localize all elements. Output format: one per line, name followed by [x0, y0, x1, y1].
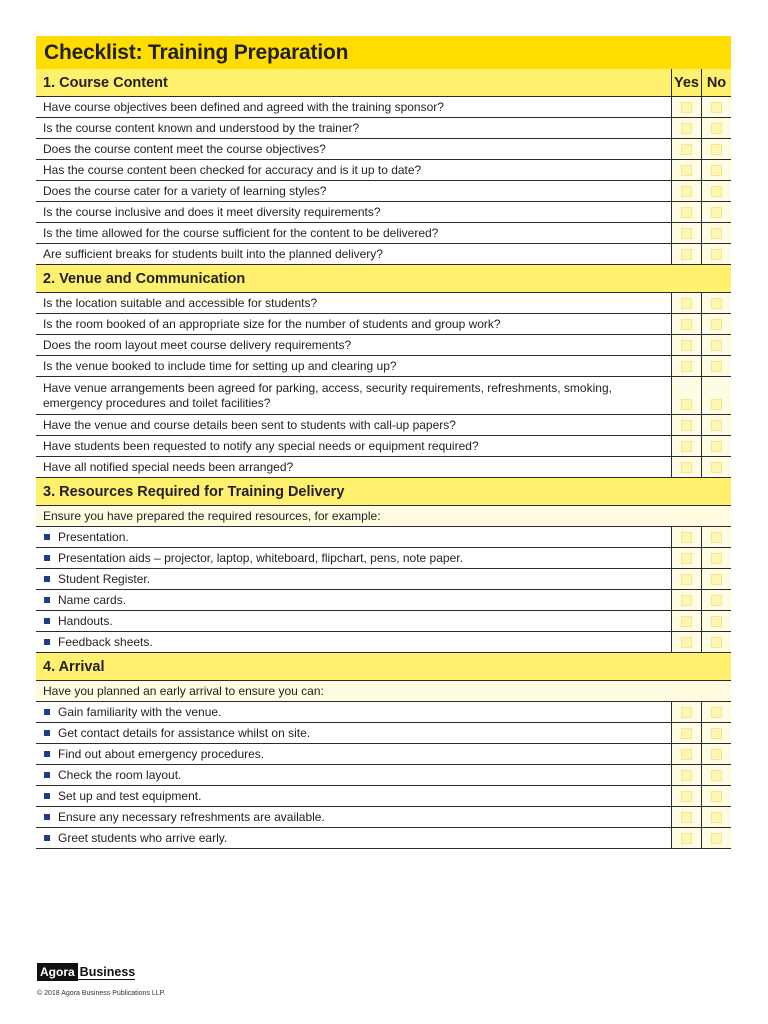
yes-cell [671, 744, 701, 764]
yes-checkbox[interactable] [681, 553, 692, 564]
yes-cell [671, 160, 701, 180]
no-cell [701, 527, 731, 547]
no-checkbox[interactable] [711, 298, 722, 309]
section-header [36, 69, 731, 97]
checklist-row [36, 160, 731, 181]
agora-business-logo [37, 963, 165, 981]
checklist-item [36, 356, 671, 376]
section-title: 2. Venue and Communication [43, 270, 246, 287]
yes-checkbox[interactable] [681, 102, 692, 113]
yes-cell [671, 415, 701, 435]
checklist-row [36, 527, 731, 548]
yes-cell [671, 569, 701, 589]
yes-cell [671, 807, 701, 827]
checklist-row [36, 786, 731, 807]
yes-checkbox[interactable] [681, 207, 692, 218]
checklist-row [36, 314, 731, 335]
no-cell [701, 356, 731, 376]
checklist-row [36, 457, 731, 478]
no-checkbox[interactable] [711, 749, 722, 760]
yes-cell [671, 181, 701, 201]
yes-cell [671, 457, 701, 477]
bullet-icon [44, 618, 50, 624]
sections-container [36, 69, 731, 849]
no-cell [701, 202, 731, 222]
checklist-item [36, 786, 671, 806]
checklist-item-text: Have all notified special needs been arranged? [43, 459, 294, 474]
no-checkbox[interactable] [711, 165, 722, 176]
no-checkbox[interactable] [711, 574, 722, 585]
checklist-item-text: Get contact details for assistance whilst on site. [58, 725, 311, 740]
checklist-row [36, 632, 731, 653]
no-checkbox[interactable] [711, 249, 722, 260]
yes-checkbox[interactable] [681, 728, 692, 739]
logo-agora-text: Agora [37, 963, 78, 981]
checklist-item [36, 723, 671, 743]
checklist-item-text: Have the venue and course details been sent to students with call-up papers? [43, 417, 456, 432]
yes-cell [671, 377, 701, 414]
checklist-row [36, 202, 731, 223]
checklist-row [36, 548, 731, 569]
yes-checkbox[interactable] [681, 123, 692, 134]
no-checkbox[interactable] [711, 361, 722, 372]
no-checkbox[interactable] [711, 728, 722, 739]
checklist-item [36, 457, 671, 477]
footer [37, 963, 165, 997]
checklist-row [36, 118, 731, 139]
bullet-icon [44, 772, 50, 778]
column-spacer [671, 653, 701, 680]
checklist-item [36, 436, 671, 456]
no-cell [701, 160, 731, 180]
checklist-item-text: Is the course content known and understood by the trainer? [43, 120, 360, 135]
checklist-item [36, 765, 671, 785]
no-checkbox[interactable] [711, 228, 722, 239]
bullet-icon [44, 597, 50, 603]
empty-cell [671, 506, 701, 526]
checklist-row [36, 415, 731, 436]
checklist-item [36, 569, 671, 589]
checklist-item-text: Student Register. [58, 571, 151, 586]
bullet-icon [44, 751, 50, 757]
yes-checkbox[interactable] [681, 812, 692, 823]
checklist-item [36, 415, 671, 435]
checklist-row [36, 244, 731, 265]
no-cell [701, 293, 731, 313]
yes-checkbox[interactable] [681, 186, 692, 197]
yes-cell [671, 590, 701, 610]
no-checkbox[interactable] [711, 399, 722, 410]
checklist-item [36, 702, 671, 722]
yes-checkbox[interactable] [681, 319, 692, 330]
checklist-item [36, 97, 671, 117]
checklist-row [36, 590, 731, 611]
checklist-item-text: Have students been requested to notify any special needs or equipment required? [43, 438, 479, 453]
column-spacer [701, 265, 731, 292]
section-title: 4. Arrival [43, 658, 105, 675]
checklist-item [36, 139, 671, 159]
yes-cell [671, 223, 701, 243]
no-checkbox[interactable] [711, 123, 722, 134]
no-cell [701, 723, 731, 743]
checklist-row [36, 702, 731, 723]
no-checkbox[interactable] [711, 144, 722, 155]
checklist-item [36, 202, 671, 222]
no-cell [701, 569, 731, 589]
yes-cell [671, 786, 701, 806]
no-cell [701, 335, 731, 355]
yes-checkbox[interactable] [681, 340, 692, 351]
no-checkbox[interactable] [711, 462, 722, 473]
yes-cell [671, 356, 701, 376]
bullet-icon [44, 793, 50, 799]
yes-checkbox[interactable] [681, 791, 692, 802]
no-cell [701, 590, 731, 610]
yes-checkbox[interactable] [681, 228, 692, 239]
page-title: Checklist: Training Preparation [44, 40, 349, 64]
checklist-item-text: Is the time allowed for the course sufficient for the content to be delivered? [43, 225, 439, 240]
empty-cell [671, 681, 701, 701]
section-intro-row [36, 506, 731, 527]
column-spacer [671, 265, 701, 292]
checklist-row [36, 356, 731, 377]
section-title: 3. Resources Required for Training Delivery [43, 483, 345, 500]
checklist-item-text: Is the room booked of an appropriate size for the number of students and group work? [43, 316, 501, 331]
yes-cell [671, 335, 701, 355]
section-intro-text: Ensure you have prepared the required resources, for example: [36, 506, 671, 526]
bullet-icon [44, 555, 50, 561]
checklist-item-text: Feedback sheets. [58, 634, 153, 649]
yes-cell [671, 314, 701, 334]
checklist-item [36, 611, 671, 631]
yes-cell [671, 244, 701, 264]
yes-cell [671, 118, 701, 138]
checklist-row [36, 611, 731, 632]
no-cell [701, 765, 731, 785]
section-header [36, 478, 731, 506]
no-cell [701, 786, 731, 806]
checklist-item [36, 807, 671, 827]
logo-business-text: Business [79, 964, 136, 979]
yes-cell [671, 548, 701, 568]
checklist-item-text: Ensure any necessary refreshments are available. [58, 809, 325, 824]
checklist-item [36, 335, 671, 355]
no-checkbox[interactable] [711, 833, 722, 844]
yes-checkbox[interactable] [681, 532, 692, 543]
yes-checkbox[interactable] [681, 420, 692, 431]
checklist-item-text: Set up and test equipment. [58, 788, 202, 803]
no-cell [701, 436, 731, 456]
checklist-item-text: Have venue arrangements been agreed for parking, access, security requirements, refreshments, smoking, emergency procedures and toilet facilities? [43, 380, 612, 410]
yes-checkbox[interactable] [681, 361, 692, 372]
yes-cell [671, 632, 701, 652]
yes-checkbox[interactable] [681, 462, 692, 473]
no-checkbox[interactable] [711, 616, 722, 627]
section-intro-text: Have you planned an early arrival to ensure you can: [36, 681, 671, 701]
checklist-item-text: Greet students who arrive early. [58, 830, 228, 845]
no-cell [701, 97, 731, 117]
bullet-icon [44, 576, 50, 582]
column-spacer [701, 653, 731, 680]
no-checkbox[interactable] [711, 340, 722, 351]
yes-cell [671, 611, 701, 631]
no-cell [701, 548, 731, 568]
no-cell [701, 744, 731, 764]
checklist-item-text: Presentation. [58, 529, 129, 544]
no-cell [701, 457, 731, 477]
no-checkbox[interactable] [711, 319, 722, 330]
checklist-row [36, 828, 731, 849]
yes-cell [671, 202, 701, 222]
section-header [36, 653, 731, 681]
checklist-row [36, 807, 731, 828]
yes-checkbox[interactable] [681, 595, 692, 606]
checklist-row [36, 335, 731, 356]
yes-checkbox[interactable] [681, 165, 692, 176]
checklist-item [36, 632, 671, 652]
no-cell [701, 611, 731, 631]
checklist-item [36, 548, 671, 568]
checklist-row [36, 223, 731, 244]
checklist-row [36, 139, 731, 160]
yes-cell [671, 139, 701, 159]
checklist-item [36, 181, 671, 201]
checklist-row [36, 723, 731, 744]
checklist-item-text: Is the venue booked to include time for setting up and clearing up? [43, 358, 397, 373]
yes-checkbox[interactable] [681, 616, 692, 627]
yes-cell [671, 723, 701, 743]
checklist-item [36, 244, 671, 264]
no-checkbox[interactable] [711, 441, 722, 452]
checklist-item [36, 377, 671, 414]
no-checkbox[interactable] [711, 595, 722, 606]
no-checkbox[interactable] [711, 707, 722, 718]
yes-checkbox[interactable] [681, 144, 692, 155]
yes-cell [671, 702, 701, 722]
checklist-item-text: Check the room layout. [58, 767, 182, 782]
no-checkbox[interactable] [711, 420, 722, 431]
yes-checkbox[interactable] [681, 637, 692, 648]
no-cell [701, 807, 731, 827]
checklist-item-text: Handouts. [58, 613, 113, 628]
checklist-item [36, 160, 671, 180]
checklist-item-text: Find out about emergency procedures. [58, 746, 265, 761]
no-cell [701, 415, 731, 435]
column-spacer [701, 478, 731, 505]
bullet-icon [44, 709, 50, 715]
checklist-row [36, 377, 731, 415]
empty-cell [701, 681, 731, 701]
checklist-item [36, 118, 671, 138]
yes-cell [671, 527, 701, 547]
no-checkbox[interactable] [711, 791, 722, 802]
no-checkbox[interactable] [711, 186, 722, 197]
yes-checkbox[interactable] [681, 399, 692, 410]
yes-checkbox[interactable] [681, 298, 692, 309]
no-cell [701, 828, 731, 848]
yes-cell [671, 293, 701, 313]
yes-checkbox[interactable] [681, 749, 692, 760]
no-cell [701, 632, 731, 652]
no-cell [701, 314, 731, 334]
copyright-text: © 2018 Agora Business Publications LLP. [37, 990, 166, 997]
bullet-icon [44, 814, 50, 820]
checklist-item-text: Does the course cater for a variety of learning styles? [43, 183, 327, 198]
bullet-icon [44, 835, 50, 841]
section-title: 1. Course Content [43, 74, 168, 91]
checklist-item-text: Has the course content been checked for accuracy and is it up to date? [43, 162, 422, 177]
no-checkbox[interactable] [711, 812, 722, 823]
no-cell [701, 702, 731, 722]
checklist-item-text: Is the course inclusive and does it meet diversity requirements? [43, 204, 381, 219]
yes-checkbox[interactable] [681, 441, 692, 452]
bullet-icon [44, 730, 50, 736]
checklist-item-text: Is the location suitable and accessible for students? [43, 295, 318, 310]
checklist-item-text: Gain familiarity with the venue. [58, 704, 222, 719]
section-header [36, 265, 731, 293]
no-checkbox[interactable] [711, 532, 722, 543]
checklist-item-text: Have course objectives been defined and agreed with the training sponsor? [43, 99, 444, 114]
checklist-item [36, 314, 671, 334]
checklist-row [36, 765, 731, 786]
title-bar [36, 36, 731, 69]
checklist-sheet [36, 36, 731, 849]
checklist-item-text: Presentation aids – projector, laptop, whiteboard, flipchart, pens, note paper. [58, 550, 463, 565]
yes-checkbox[interactable] [681, 707, 692, 718]
checklist-row [36, 293, 731, 314]
checklist-item [36, 590, 671, 610]
checklist-item [36, 527, 671, 547]
checklist-item [36, 293, 671, 313]
checklist-item-text: Are sufficient breaks for students built into the planned delivery? [43, 246, 383, 261]
yes-checkbox[interactable] [681, 574, 692, 585]
column-spacer [671, 478, 701, 505]
no-cell [701, 377, 731, 414]
no-cell [701, 223, 731, 243]
checklist-row [36, 569, 731, 590]
checklist-row [36, 436, 731, 457]
no-cell [701, 118, 731, 138]
checklist-row [36, 744, 731, 765]
checklist-item [36, 223, 671, 243]
checklist-item [36, 744, 671, 764]
section-intro-row [36, 681, 731, 702]
no-cell [701, 139, 731, 159]
bullet-icon [44, 534, 50, 540]
yes-cell [671, 97, 701, 117]
bullet-icon [44, 639, 50, 645]
no-checkbox[interactable] [711, 770, 722, 781]
checklist-item-text: Name cards. [58, 592, 127, 607]
yes-cell [671, 765, 701, 785]
yes-column-header: Yes [671, 69, 701, 96]
no-column-header: No [701, 69, 731, 96]
no-checkbox[interactable] [711, 102, 722, 113]
yes-checkbox[interactable] [681, 833, 692, 844]
yes-cell [671, 828, 701, 848]
no-cell [701, 244, 731, 264]
yes-checkbox[interactable] [681, 249, 692, 260]
no-cell [701, 181, 731, 201]
checklist-row [36, 181, 731, 202]
checklist-item-text: Does the room layout meet course delivery requirements? [43, 337, 352, 352]
yes-checkbox[interactable] [681, 770, 692, 781]
checklist-row [36, 97, 731, 118]
yes-cell [671, 436, 701, 456]
empty-cell [701, 506, 731, 526]
no-checkbox[interactable] [711, 553, 722, 564]
no-checkbox[interactable] [711, 207, 722, 218]
checklist-item-text: Does the course content meet the course objectives? [43, 141, 326, 156]
checklist-item [36, 828, 671, 848]
no-checkbox[interactable] [711, 637, 722, 648]
